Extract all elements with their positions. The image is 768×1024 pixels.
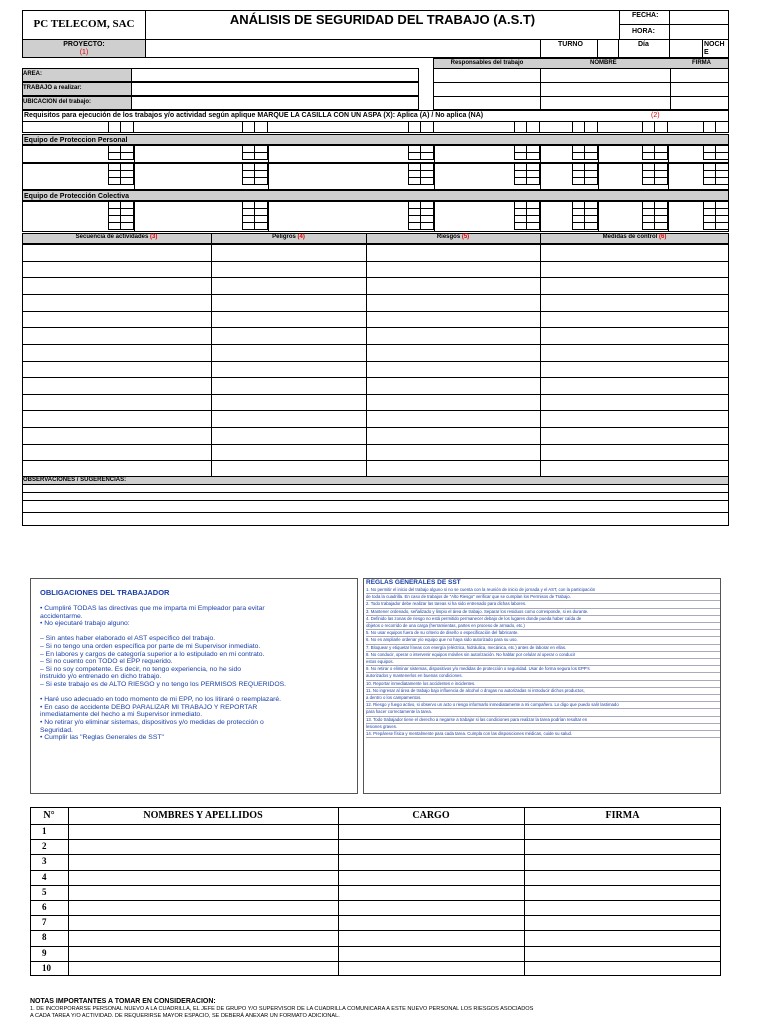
check-box-na[interactable]	[120, 177, 134, 185]
requisitos-text: Requisitos para ejecución de los trabajos y/o actividad según aplique MARQUE LA CASILLA CON UN ASPA (X): Aplica (A) / No aplica (NA)	[24, 112, 484, 119]
check-box-na[interactable]	[120, 121, 134, 133]
check-box-na[interactable]	[526, 222, 540, 230]
hora-label: HORA:	[632, 28, 655, 35]
checklist-divider	[434, 145, 435, 163]
check-box-na[interactable]	[654, 121, 668, 133]
activity-row-divider	[22, 261, 729, 262]
trabajo-field[interactable]	[131, 82, 419, 96]
activity-row-divider	[22, 294, 729, 295]
activity-row-divider	[22, 311, 729, 312]
check-box-na[interactable]	[254, 121, 268, 133]
regla-line: 8. No conducir, operar o intervenir equipos móviles sin autorización. No hablar por celular al operar o conducir	[366, 652, 720, 659]
reglas-list	[366, 587, 720, 738]
regla-line: 3. Mantener ordenado, señalizado y limpio el área de trabajo. Separar los residuos como corresponde, si es durante.	[366, 609, 720, 616]
activity-header-number: (5)	[461, 234, 470, 240]
epc-label: Equipo de Protección Colectiva	[24, 193, 130, 200]
check-box-na[interactable]	[420, 177, 434, 185]
check-box-na[interactable]	[526, 152, 540, 160]
obligacion-line: – Si no cuento con TODO el EPP requerido.	[40, 658, 173, 666]
turno-label: TURNO	[558, 41, 583, 48]
firmas-row-fields[interactable]	[68, 946, 721, 961]
firmas-row-number: 5	[42, 886, 47, 897]
firmas-row-fields[interactable]	[68, 900, 721, 915]
regla-line: para hacer correctamente la tarea.	[366, 709, 720, 716]
activity-header-2	[366, 234, 540, 241]
firmas-row-fields[interactable]	[68, 885, 721, 900]
reglas-title: REGLAS GENERALES DE SST	[366, 579, 461, 586]
firmas-row-number: 8	[42, 932, 47, 943]
check-box-na[interactable]	[254, 222, 268, 230]
fecha-field[interactable]	[669, 10, 729, 25]
activity-col-divider	[211, 233, 212, 477]
obligacion-line: – En labores y cargos de categoría superior a lo estipulado en mi contrato.	[40, 650, 265, 658]
checklist-divider	[668, 201, 669, 232]
check-box-na[interactable]	[254, 152, 268, 160]
check-box-na[interactable]	[715, 121, 729, 133]
activity-header-number: (4)	[297, 234, 305, 240]
obligacion-line: • No retirar y/o eliminar sistemas, dispositivos y/o medidas de protección o	[40, 718, 264, 726]
obligacion-line: – Sin antes haber elaborado el AST específico del trabajo.	[40, 635, 216, 643]
firmas-row-number: 3	[42, 856, 47, 867]
firmas-row-fields[interactable]	[68, 961, 721, 976]
obligacion-line: – Si no tengo una orden específica por parte de mi Supervisor inmediato.	[40, 642, 261, 650]
regla-line: 11. No ingresar al área de trabajo bajo influencia de alcohol o drogas no autorizadas ni introducir dichos productos,	[366, 688, 720, 695]
firmas-row-number: 2	[42, 841, 47, 852]
ubicacion-field[interactable]	[131, 96, 419, 110]
firmas-row-number: 7	[42, 917, 47, 928]
activity-header-0	[22, 234, 211, 241]
checklist-divider	[598, 201, 599, 232]
obligacion-line: • En caso de accidente DEBO PARALIZAR MI TRABAJO Y REPORTAR	[40, 703, 258, 711]
activity-header-label: Peligros	[272, 234, 298, 240]
checklist-divider	[668, 145, 669, 163]
firmas-row-number: 6	[42, 902, 47, 912]
regla-line: 6. No es ampliarle ordenar y/o equipo que no haya sido autorizado para su uso.	[366, 637, 720, 644]
activity-header-label: Medidas de control	[602, 234, 659, 240]
firmas-row-fields[interactable]	[68, 915, 721, 930]
dia-label: Día	[638, 41, 649, 48]
notas-line-2: A CADA TAREA Y/O ACTIVIDAD. DE REQUERIRSE MAYOR ESPACIO, SE DEBERÁ ANEXAR UN FORMATO ADICIONAL.	[30, 1013, 340, 1019]
activity-header-number: (6)	[659, 234, 667, 240]
check-box-na[interactable]	[584, 121, 598, 133]
firmas-row-number: 9	[42, 947, 47, 958]
area-field[interactable]	[131, 68, 419, 82]
responsables-title: Responsables del trabajo	[450, 60, 524, 66]
ubicacion-label: UBICACION del trabajo:	[23, 99, 92, 105]
activity-row-divider	[22, 410, 729, 411]
obligacion-line: accidentarme.	[40, 612, 83, 620]
obligacion-line: • Cumpliré TODAS las directivas que me imparta mi Empleador para evitar	[40, 605, 265, 612]
regla-line: 2. Todo trabajador debe realizar las tareas si ha sido entrenado para dichas labores.	[366, 601, 720, 608]
noche-label: NOCH E	[704, 41, 725, 56]
obligacion-line: inmediatamente del hecho a mi Supervisor inmediato.	[40, 711, 203, 719]
check-box-na[interactable]	[715, 222, 729, 230]
activity-row-divider	[22, 444, 729, 445]
check-box-na[interactable]	[654, 177, 668, 185]
obligacion-line	[40, 689, 356, 697]
responsables-nombre: NOMBRE	[590, 60, 617, 66]
checklist-divider	[540, 201, 541, 232]
firmas-row-fields[interactable]	[68, 824, 721, 839]
firmas-header-2: CARGO	[412, 810, 450, 821]
check-box-na[interactable]	[120, 152, 134, 160]
activity-row-divider	[22, 344, 729, 345]
page-title: ANÁLISIS DE SEGURIDAD DEL TRABAJO (A.S.T)	[229, 12, 536, 27]
regla-line: 14. Prepárese física y mentalmente para cada tarea. Cumpla con las disposiciones médicas, cuide su salud.	[366, 731, 720, 738]
checklist-divider	[268, 201, 269, 232]
check-box-na[interactable]	[526, 121, 540, 133]
regla-line: estos equipos.	[366, 659, 720, 666]
firmas-row-fields[interactable]	[68, 839, 721, 854]
activity-row-divider	[22, 427, 729, 428]
checklist-divider	[598, 145, 599, 163]
firmas-header-3: FIRMA	[605, 810, 640, 821]
firmas-row-number: 4	[42, 871, 47, 882]
activity-col-divider	[366, 233, 367, 477]
check-box-na[interactable]	[254, 177, 268, 185]
checklist-divider	[268, 163, 269, 190]
checklist-divider	[668, 163, 669, 190]
check-box-na[interactable]	[120, 222, 134, 230]
responsables-grid[interactable]	[433, 68, 729, 110]
firmas-row-fields[interactable]	[68, 870, 721, 885]
checklist-divider	[540, 145, 541, 163]
check-box-na[interactable]	[584, 177, 598, 185]
obligaciones-title: OBLIGACIONES DEL TRABAJADOR	[40, 588, 170, 597]
activity-row-divider	[22, 327, 729, 328]
activity-row-divider	[22, 277, 729, 278]
check-box-na[interactable]	[584, 152, 598, 160]
checklist-divider	[434, 201, 435, 232]
turno-check[interactable]	[597, 39, 619, 58]
obligacion-line: • Cumplir las "Reglas Generales de SST"	[40, 734, 164, 742]
area-label: AREA:	[23, 71, 42, 77]
regla-line: objetos o recorrido de una carga (herramientas, partes en proceso de armado, etc.)	[366, 623, 720, 630]
regla-line: a dentro o los campamentos.	[366, 695, 720, 702]
company-name: PC TELECOM, SAC	[33, 18, 135, 30]
obligacion-line: Seguridad.	[40, 726, 73, 734]
proyecto-field[interactable]	[145, 39, 541, 58]
proyecto-number: (1)	[79, 49, 89, 56]
obligacion-line: • No ejecutaré trabajo alguno:	[40, 620, 130, 628]
obligacion-line	[40, 628, 356, 636]
check-box-na[interactable]	[715, 177, 729, 185]
activity-header-3	[540, 234, 729, 241]
firmas-row-number: 10	[42, 962, 51, 973]
checklist-divider	[598, 163, 599, 190]
activity-row-divider	[22, 377, 729, 378]
firmas-row-number: 1	[42, 826, 47, 836]
checklist-divider	[134, 163, 135, 190]
checklist-divider	[434, 163, 435, 190]
requisitos-number: (2)	[651, 112, 660, 119]
responsables-firma: FIRMA	[692, 60, 711, 66]
notas-line-1: 1. DE INCORPORARSE PERSONAL NUEVO A LA CUADRILLA, EL JEFE DE GRUPO Y/O SUPERVISOR DE LA CUADRILLA COMUNICARA A ESTE NUEVO PERSONAL LOS RIESGOS ASOCIADOS	[30, 1006, 534, 1012]
hora-field[interactable]	[669, 24, 729, 40]
checklist-divider	[268, 145, 269, 163]
regla-line: de toda la cuadrilla. En caso de trabajos de "Alto Riesgo" verificar que se cumplan los Permisos de Trabajo.	[366, 594, 720, 601]
notas-title: NOTAS IMPORTANTES A TOMAR EN CONSIDERACION:	[30, 998, 216, 1005]
activity-row-divider	[22, 361, 729, 362]
regla-line: 12. Riesgo y fuego activo, si observo un acto o riesgo informarlo inmediatamente a mi compañero. Lo digo que puedo salir lastimado	[366, 702, 720, 709]
trabajo-label: TRABAJO a realizar:	[23, 85, 82, 91]
observaciones-field[interactable]	[22, 484, 729, 526]
activity-header-1	[211, 234, 366, 241]
observaciones-label: OBSERVACIONES / SUGERENCIAS:	[23, 477, 127, 483]
check-box-na[interactable]	[526, 177, 540, 185]
regla-line: autorizados y mantenerlos en buenas condiciones.	[366, 673, 720, 680]
check-box-na[interactable]	[715, 152, 729, 160]
regla-line: 4. Definido las zonas de riesgo no está permitido permanecer debajo de los lugares donde pueda haber caída de	[366, 616, 720, 623]
checklist-divider	[540, 163, 541, 190]
obligacion-line: instruido y/o entrenado en dicho trabajo.	[40, 673, 162, 681]
obligacion-line: • Haré uso adecuado en todo momento de mi EPP, no los litiraré o reemplazaré.	[40, 696, 282, 704]
activity-header-number: (3)	[150, 234, 158, 240]
regla-line: lesiones graves.	[366, 724, 720, 731]
checklist-divider	[134, 201, 135, 232]
regla-line: 10. Reportar inmediatamente los accidentes e incidentes.	[366, 681, 720, 688]
proyecto-label: PROYECTO:	[63, 41, 105, 48]
check-box-na[interactable]	[584, 222, 598, 230]
fecha-label: FECHA:	[632, 12, 659, 19]
check-box-na[interactable]	[654, 152, 668, 160]
epp-header	[22, 134, 729, 145]
check-box-na[interactable]	[420, 152, 434, 160]
check-box-na[interactable]	[420, 222, 434, 230]
obligaciones-list	[40, 605, 356, 742]
checklist-divider	[134, 145, 135, 163]
epp-label: Equipo de Proteccion Personal	[24, 137, 128, 144]
firmas-header-0: N°	[43, 810, 55, 821]
activity-header-label: Secuencia de actividades	[75, 234, 151, 240]
regla-line: 1. No permitir el inicio del trabajo alguno si no se cuenta con la reunión de inicio de jornada y el AST, con la participación	[366, 587, 720, 594]
firmas-row-fields[interactable]	[68, 854, 721, 869]
regla-line: 13. Todo trabajador tiene el derecho a negarse a trabajar si las condiciones para realizar la tarea podrían resultar en	[366, 717, 720, 724]
check-box-na[interactable]	[420, 121, 434, 133]
check-box-na[interactable]	[654, 222, 668, 230]
activity-header-label: Riesgos	[436, 234, 462, 240]
activity-row-divider	[22, 460, 729, 461]
activity-col-divider	[540, 233, 541, 477]
regla-line: 9. No retirar o eliminar sistemas, dispositivos y/o medidas de protección o seguridad. Usar de forma segura los EPP's	[366, 666, 720, 673]
obligacion-line: – Si no soy competente. Es decir, no tengo experiencia, no he sido	[40, 665, 242, 673]
obligacion-line: – Si este trabajo es de ALTO RIESGO y no tengo los PERMISOS REQUERIDOS.	[40, 680, 287, 688]
dia-check[interactable]	[669, 39, 703, 58]
firmas-header-1: NOMBRES Y APELLIDOS	[143, 810, 263, 821]
firmas-row-fields[interactable]	[68, 930, 721, 945]
regla-line: 5. No usar equipos fuera de su criterio de diseño o especificación del fabricante.	[366, 630, 720, 637]
activity-row-divider	[22, 394, 729, 395]
regla-line: 7. Bloquear y etiquetar líneas con energía (eléctrica, hidráulica, mecánica, etc.) antes de laborar en ellas.	[366, 645, 720, 652]
